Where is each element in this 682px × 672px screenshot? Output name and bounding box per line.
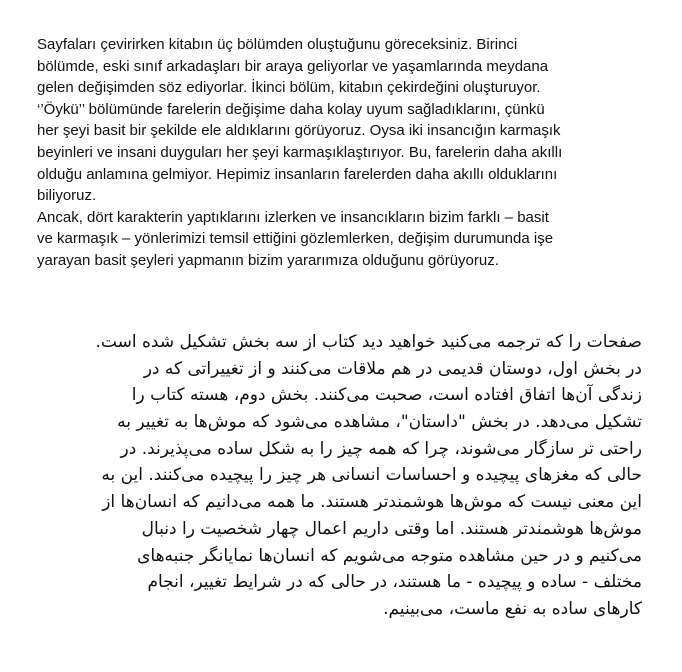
turkish-line: biliyoruz. [37,187,97,205]
turkish-line: ve karmaşık – yönlerimizi temsil ettiğini gözlemlerken, değişim durumunda işe [37,230,554,248]
turkish-line: beyinleri ve insani duyguları her şeyi karmaşıklaştırıyor. Bu, farelerin daha akıllı [37,143,563,161]
turkish-line: Sayfaları çevirirken kitabın üç bölümden oluştuğunu göreceksiniz. Birinci [37,36,518,53]
turkish-line: yarayan basit şeyleri yapmanın bizim yararımıza olduğunu görüyoruz. [37,251,499,269]
persian-line: زندگی آن‌ها اتفاق افتاده است، صحبت می‌کنند. بخش دوم، هسته کتاب را [131,385,642,406]
persian-line: می‌کنیم و در حین مشاهده متوجه می‌شویم که انسان‌ها نمایانگر جنبه‌های [137,545,642,566]
turkish-line: ‘’Öykü’’ bölümünde farelerin değişime daha kolay uyum sağladıklarını, çünkü [37,100,545,118]
turkish-line: her şeyi basit bir şekilde ele aldıklarını görüyoruz. Oysa iki insancığın karmaşık [37,122,561,140]
persian-line: تشکیل می‌دهد. در بخش "داستان"، مشاهده می‌شود که موش‌ها به تغییر به [117,412,642,433]
persian-line: راحتی تر سازگار می‌شوند، چرا که همه چیز را به شکل ساده می‌پذیرند. در [120,438,642,459]
persian-line: مختلف - ساده و پیچیده - ما هستند، در حالی که در شرایط تغییر، انجام [147,572,642,593]
turkish-paragraph [37,34,647,272]
persian-line: صفحات را که ترجمه می‌کنید خواهید دید کتاب از سه بخش تشکیل شده است. [95,332,642,352]
persian-line: کارهای ساده به نفع ماست، می‌بینیم. [383,598,642,619]
turkish-line: gelen değişimden söz ediyorlar. İkinci bölüm, kitabın çekirdeğini oluşturuyor. [37,79,541,97]
turkish-line: olduğu anlamına gelmiyor. Hepimiz insanların farelerden daha akıllı olduklarını [37,165,558,183]
persian-line: موش‌ها هوشمندتر هستند. اما وقتی داریم اعمال چهار شخصیت را دنبال [141,518,642,539]
persian-paragraph [32,329,642,623]
persian-line: این معنی نیست که موش‌ها هوشمندتر هستند. ما همه می‌دانیم که انسان‌ها از [102,492,642,513]
turkish-line: bölümde, eski sınıf arkadaşları bir araya geliyorlar ve yaşamlarında meydana [37,57,549,75]
persian-line: حالی که مغزهای پیچیده و احساسات انسانی هر چیز را پیچیده می‌کنند. این به [101,465,642,486]
turkish-line: Ancak, dört karakterin yaptıklarını izlerken ve insancıkların bizim farklı – basit [37,208,549,226]
persian-line: در بخش اول، دوستان قدیمی در هم ملاقات می‌کنند و از تغییراتی که در [143,358,642,379]
